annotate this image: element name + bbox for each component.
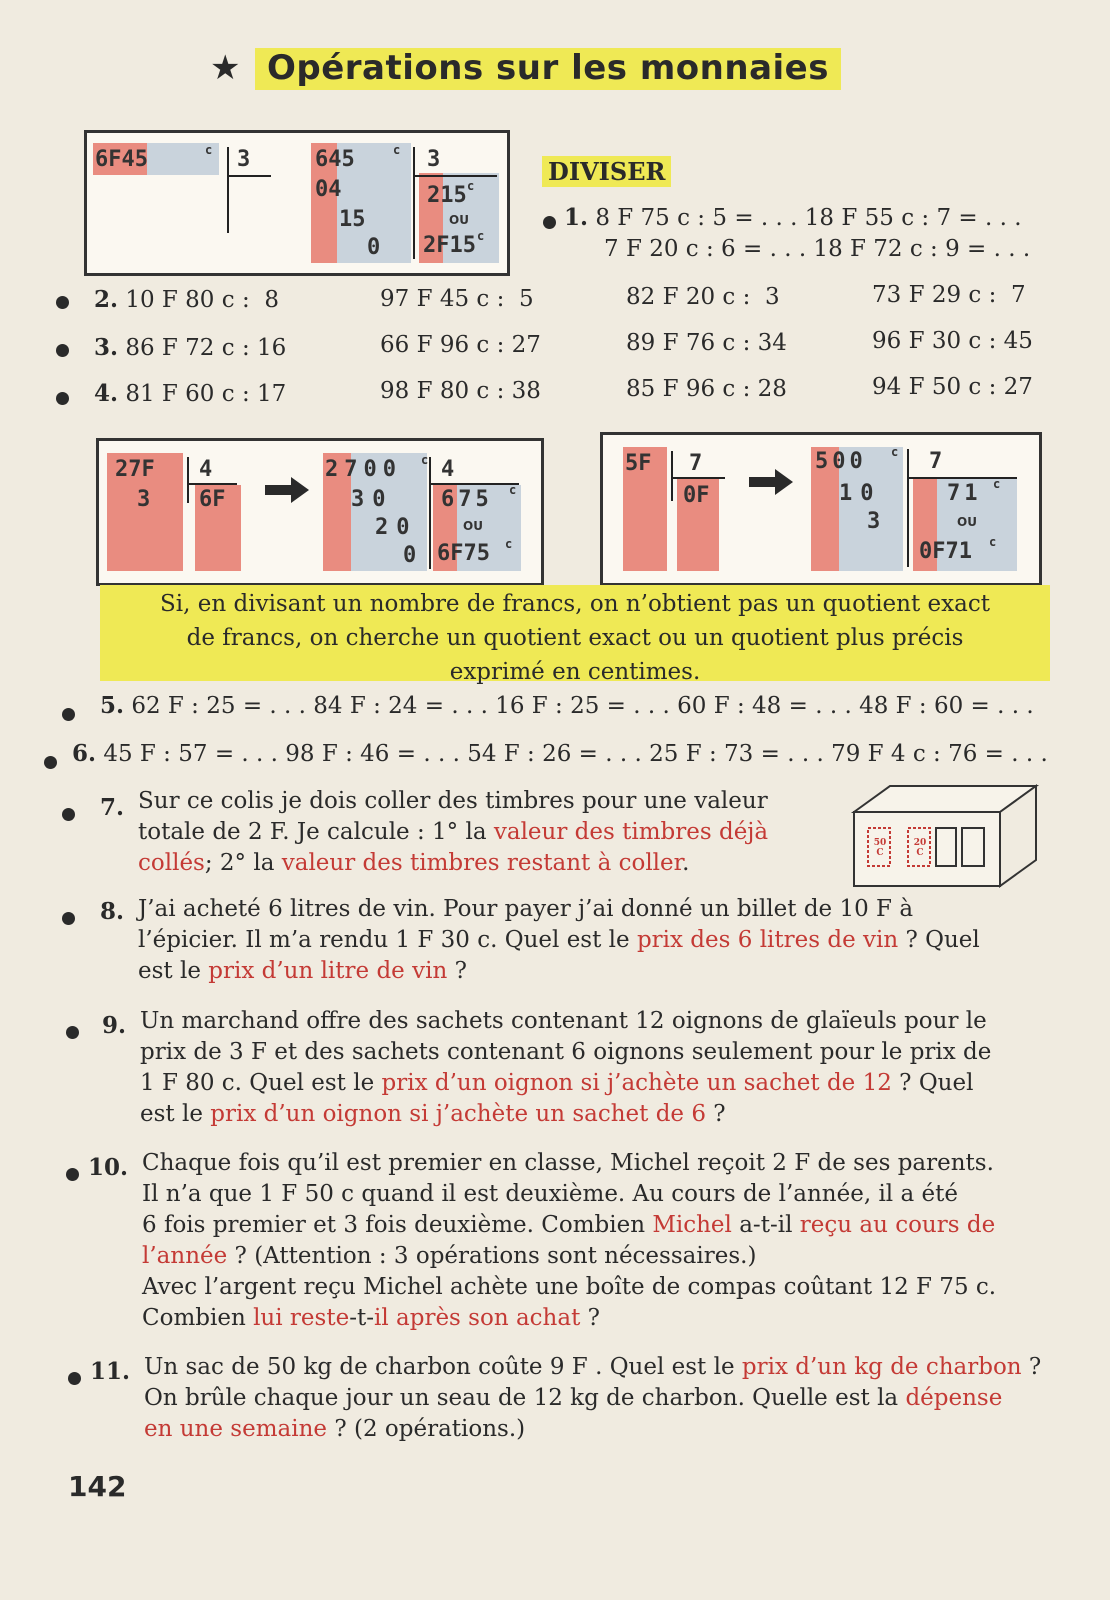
- problem-11: Un sac de 50 kg de charbon coûte 9 F . Quel est le prix d’un kg de charbon ? On brûle chaque jour un seau de 12 kg de charbon. Quelle est la dépense en une semaine ? (2 opérations.): [144, 1354, 1042, 1442]
- example-box-1: 6F45 c 3 645 c 3 04 15 0 215 c OU 2F15 c: [84, 130, 510, 276]
- arrow-right-icon: [263, 475, 311, 505]
- page-number: 142: [68, 1470, 127, 1503]
- parcel-illustration: [850, 782, 1040, 896]
- bullet-icon: [66, 1026, 79, 1039]
- example-box-2: 27F 4 3 6F 2700 c 4 30 20 0 675 c OU 6F75 c: [96, 438, 544, 586]
- title-text: Opérations sur les monnaies: [255, 48, 841, 90]
- stamp-20c: 20 C: [913, 838, 927, 858]
- problem-9: Un marchand offre des sachets contenant 12 oignons de glaïeuls pour le prix de 3 F et des sachets contenant 6 oignons seulement pour le prix de 1 F 80 c. Quel est le prix d’un oignon si j’achète un sachet de 12 ? Quel est le prix d’un oignon si j’achète un sachet de 6 ?: [140, 1008, 992, 1127]
- page-title: [210, 48, 841, 88]
- bullet-icon: [68, 1372, 81, 1385]
- ex1-right-dividend: 645: [315, 147, 355, 172]
- arrow-right-icon: [747, 467, 795, 497]
- bullet-icon: [56, 392, 69, 405]
- exercise-1-line1: 8 F 75 c : 5 = . . . 18 F 55 c : 7 = . . .: [595, 205, 1022, 231]
- bullet-icon: [543, 216, 556, 229]
- problem-7: Sur ce colis je dois coller des timbres pour une valeur totale de 2 F. Je calcule : 1° la valeur des timbres déjà collés; 2° la valeur des timbres restant à coller.: [138, 788, 769, 876]
- ex1-quotient: 215: [427, 183, 467, 208]
- exercise-6: 6. 45 F : 57 = . . . 98 F : 46 = . . . 54 F : 26 = . . . 25 F : 73 = . . . 79 F 4 c : 76 = . . .: [72, 740, 1048, 767]
- bullet-icon: [56, 296, 69, 309]
- bullet-icon: [62, 912, 75, 925]
- exercise-1-line2: 7 F 20 c : 6 = . . . 18 F 72 c : 9 = . . .: [604, 236, 1031, 262]
- example-box-3: 5F 7 0F 500 c 7 10 3 71 c OU 0F71 c: [600, 432, 1042, 586]
- stamp-50c: 50 C: [873, 838, 887, 858]
- bullet-icon: [56, 344, 69, 357]
- problem-8: J’ai acheté 6 litres de vin. Pour payer j’ai donné un billet de 10 F à l’épicier. Il m’a rendu 1 F 30 c. Quel est le prix des 6 litres de vin ? Quel est le prix d’un litre de vin ?: [138, 896, 980, 984]
- exercise-5: 5. 62 F : 25 = . . . 84 F : 24 = . . . 16 F : 25 = . . . 60 F : 48 = . . . 48 F : 60 = . . .: [100, 692, 1034, 719]
- star-icon: ★: [210, 48, 241, 88]
- ex1-left-dividend: 6F45: [95, 147, 148, 172]
- bullet-icon: [66, 1168, 79, 1181]
- problem-10: Chaque fois qu’il est premier en classe, Michel reçoit 2 F de ses parents. Il n’a que 1 F 50 c quand il est deuxième. Au cours de l’année, il a été 6 fois premier et 3 fois deuxième. Combien Michel a-t-il reçu au cours de l’année ? (Attention : 3 opérations sont nécessaires.) Avec l’argent reçu Michel achète une boîte de compas coûtant 12 F 75 c. Combien lui reste-t-il après son achat ?: [142, 1150, 997, 1331]
- rule-highlight: Si, en divisant un nombre de francs, on n’obtient pas un quotient exact de francs, on cherche un quotient exact ou un quotient plus précis exprimé en centimes.: [100, 585, 1050, 681]
- bullet-icon: [62, 708, 75, 721]
- diviser-heading: DIVISER: [542, 156, 671, 187]
- ex1-right-divisor: 3: [427, 147, 441, 172]
- ex1-quotient-alt: 2F15: [423, 233, 476, 258]
- ex1-left-divisor: 3: [237, 147, 251, 172]
- bullet-icon: [44, 756, 57, 769]
- bullet-icon: [62, 808, 75, 821]
